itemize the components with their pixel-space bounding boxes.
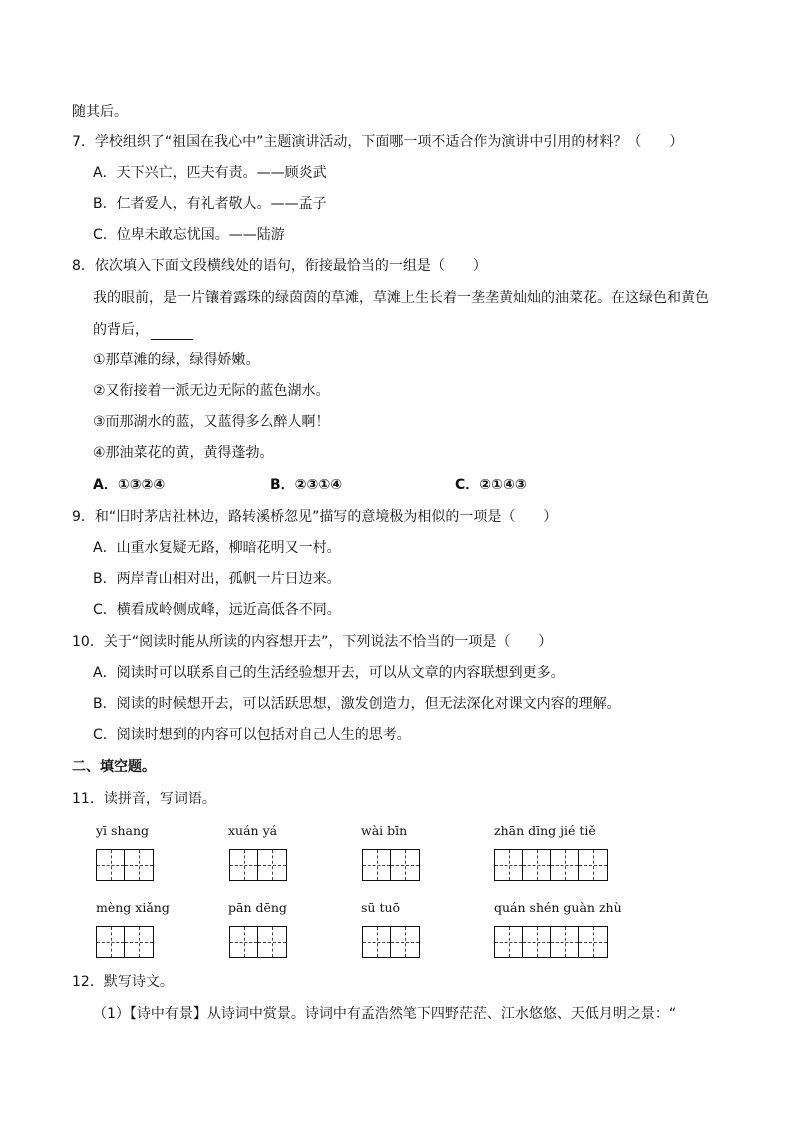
q8-sentence-3: ③而那湖水的蓝，又蓝得多么醉人啊！ (93, 414, 330, 430)
q8-passage-text: 的背后， (93, 322, 149, 338)
writing-grid-cell[interactable] (258, 927, 286, 957)
q8-option-c: C．②①④③ (455, 477, 527, 493)
writing-grid-cell[interactable] (125, 927, 153, 957)
writing-grid-1[interactable] (96, 849, 154, 881)
writing-grid-cell[interactable] (523, 850, 551, 880)
pinyin-3: wài bīn (361, 823, 408, 838)
pinyin-5: mèng xiǎng (96, 900, 170, 915)
q10-option-b: B．阅读的时候想开去，可以活跃思想，激发创造力，但无法深化对课文内容的理解。 (93, 696, 621, 712)
writing-grid-cell[interactable] (230, 927, 258, 957)
writing-grid-5[interactable] (96, 926, 154, 958)
q7-stem: 7．学校组织了“祖国在我心中”主题演讲活动，下面哪一项不适合作为演讲中引用的材料？（ ） (72, 134, 684, 150)
writing-grid-cell[interactable] (523, 927, 551, 957)
writing-grid-cell[interactable] (230, 850, 258, 880)
q8-sentence-1: ①那草滩的绿，绿得娇嫩。 (93, 352, 260, 368)
writing-grid-cell[interactable] (125, 850, 153, 880)
writing-grid-cell[interactable] (495, 850, 523, 880)
q8-passage-line-2 (93, 320, 193, 340)
q9-option-c: C．横看成岭侧成峰，远近高低各不同。 (93, 602, 341, 618)
writing-grid-cell[interactable] (495, 927, 523, 957)
q10-option-a: A．阅读时可以联系自己的生活经验想开去，可以从文章的内容联想到更多。 (93, 665, 565, 681)
q9-stem: 9．和“旧时茅店社林边，路转溪桥忽见”描写的意境极为相似的一项是（ ） (72, 509, 558, 525)
writing-grid-8[interactable] (494, 926, 608, 958)
q9-option-b: B．两岸青山相对出，孤帆一片日边来。 (93, 571, 341, 587)
writing-grid-cell[interactable] (579, 927, 607, 957)
pinyin-2: xuán yá (228, 823, 278, 838)
q12-stem: 12．默写诗文。 (72, 974, 174, 990)
writing-grid-4[interactable] (494, 849, 608, 881)
writing-grid-cell[interactable] (391, 927, 419, 957)
pinyin-4: zhān dīng jié tiě (494, 823, 596, 838)
q7-option-b: B．仁者爱人，有礼者敬人。——孟子 (93, 196, 327, 212)
q11-stem: 11．读拼音，写词语。 (72, 791, 216, 807)
pinyin-1: yī shang (96, 823, 150, 838)
writing-grid-cell[interactable] (551, 927, 579, 957)
q8-option-a: A．①③②④ (93, 477, 166, 493)
writing-grid-cell[interactable] (579, 850, 607, 880)
q8-stem: 8．依次填入下面文段横线处的语句，衔接最恰当的一组是（ ） (72, 258, 487, 274)
writing-grid-cell[interactable] (97, 927, 125, 957)
writing-grid-3[interactable] (362, 849, 420, 881)
q12-part-1: （1）【诗中有景】从诗词中赏景。诗词中有孟浩然笔下四野茫茫、江水悠悠、天低月明之景：“ (93, 1006, 677, 1022)
intro-tail: 随其后。 (72, 104, 128, 120)
q8-passage-line-1: 我的眼前，是一片镶着露珠的绿茵茵的草滩，草滩上生长着一垄垄黄灿灿的油菜花。在这绿色和黄色 (93, 290, 709, 306)
q10-option-c: C．阅读时想到的内容可以包括对自己人生的思考。 (93, 727, 411, 743)
q7-option-c: C．位卑未敢忘忧国。——陆游 (93, 227, 285, 243)
q10-stem: 10．关于“阅读时能从所读的内容想开去”，下列说法不恰当的一项是（ ） (72, 634, 553, 650)
section-2-heading: 二、填空题。 (72, 759, 156, 775)
q9-option-a: A．山重水复疑无路，柳暗花明又一村。 (93, 540, 341, 556)
writing-grid-cell[interactable] (258, 850, 286, 880)
writing-grid-2[interactable] (229, 849, 287, 881)
pinyin-8: quán shén guàn zhù (494, 900, 622, 915)
pinyin-6: pān dēng (228, 900, 287, 915)
writing-grid-cell[interactable] (97, 850, 125, 880)
q8-sentence-4: ④那油菜花的黄，黄得蓬勃。 (93, 445, 274, 461)
q7-option-a: A．天下兴亡，匹夫有责。——顾炎武 (93, 165, 327, 181)
q8-option-b: B．②③①④ (270, 477, 343, 493)
q8-answer-blank (151, 325, 193, 340)
writing-grid-6[interactable] (229, 926, 287, 958)
writing-grid-cell[interactable] (363, 850, 391, 880)
writing-grid-7[interactable] (362, 926, 420, 958)
writing-grid-cell[interactable] (363, 927, 391, 957)
writing-grid-cell[interactable] (391, 850, 419, 880)
q8-sentence-2: ②又衔接着一派无边无际的蓝色湖水。 (93, 383, 330, 399)
writing-grid-cell[interactable] (551, 850, 579, 880)
pinyin-7: sū tuō (361, 900, 401, 915)
